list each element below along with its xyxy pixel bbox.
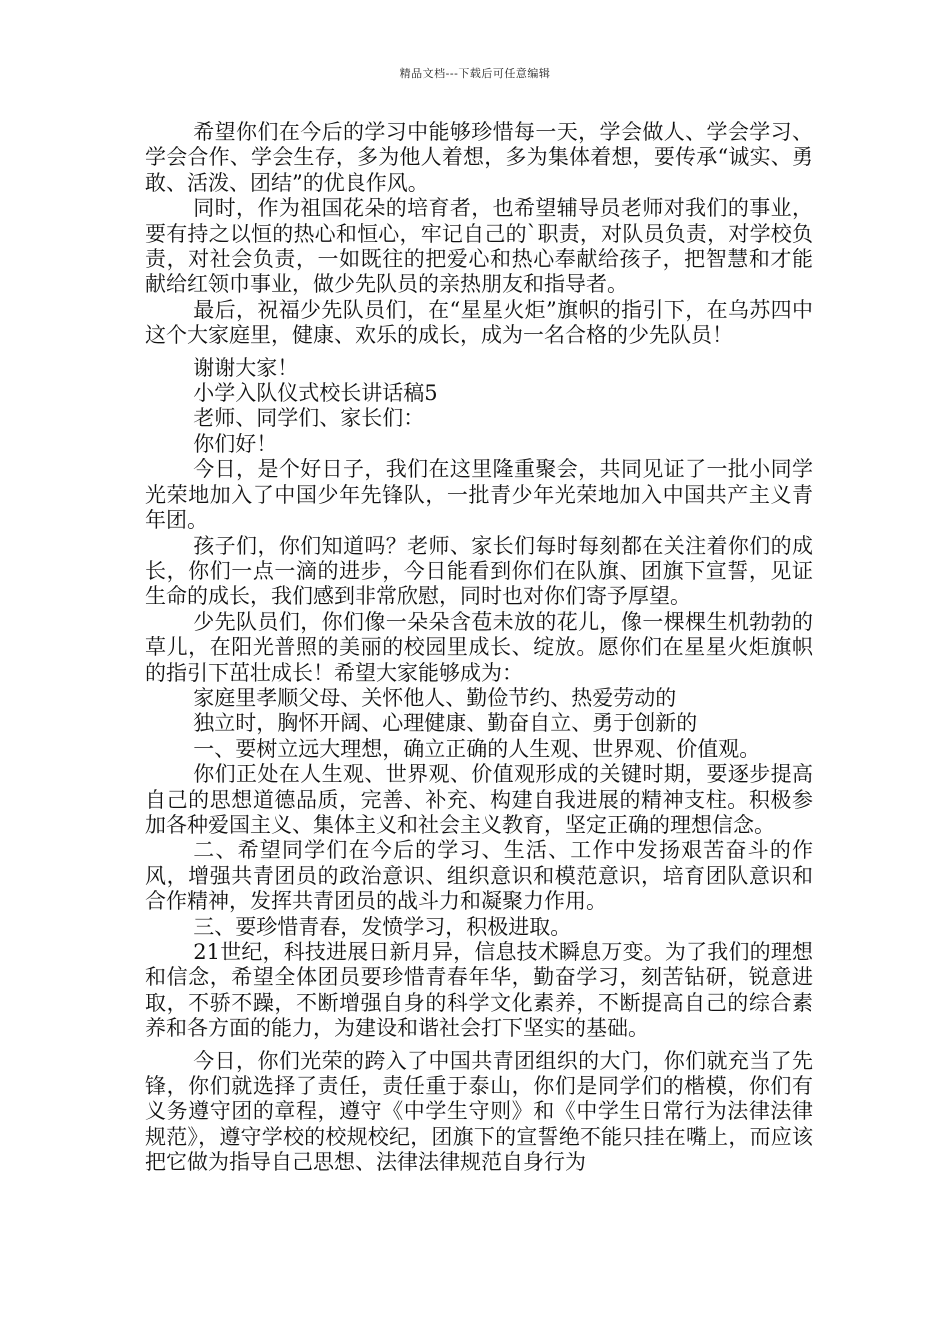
paragraph: 希望你们在今后的学习中能够珍惜每一天，学会做人、学会学习、学会合作、学会生存，多为他人着想，多为集体着想，要传承“诚实、勇敢、活泼、团结”的优良作风。 <box>145 120 813 195</box>
page-header: 精品文档---下载后可任意编辑 <box>399 67 551 80</box>
greeting: 你们好！ <box>193 431 278 456</box>
paragraph: 二、希望同学们在今后的学习、生活、工作中发扬艰苦奋斗的作风，增强共青团员的政治意识、组织意识和模范意识，培育团队意识和合作精神，发挥共青团员的战斗力和凝聚力作用。 <box>145 838 813 914</box>
salutation: 老师、同学们、家长们： <box>193 406 425 431</box>
paragraph: 你们正处在人生观、世界观、价值观形成的关键时期，要逐步提高自己的思想道德品质，完善、补充、构建自我进展的精神支柱。积极参加各种爱国主义、集体主义和社会主义教育，坚定正确的理想信念。 <box>145 762 813 837</box>
paragraph: 最后，祝福少先队员们，在“星星火炬”旗帜的指引下，在乌苏四中这个大家庭里，健康、欢乐的成长，成为一名合格的少先队员！ <box>145 297 813 348</box>
paragraph: 少先队员们，你们像一朵朵含苞未放的花儿，像一棵棵生机勃勃的草儿，在阳光普照的美丽的校园里成长、绽放。愿你们在星星火炬旗帜的指引下茁壮成长！希望大家能够成为： <box>145 609 813 685</box>
paragraph: 今日，是个好日子，我们在这里隆重聚会，共同见证了一批小同学光荣地加入了中国少年先锋队，一批青少年光荣地加入中国共产主义青年团。 <box>145 457 813 533</box>
document-body <box>145 120 813 1176</box>
paragraph: 三、要珍惜青春，发愤学习，积极进取。 <box>193 914 572 939</box>
paragraph: 21世纪，科技进展日新月异，信息技术瞬息万变。为了我们的理想和信念，希望全体团员要珍惜青春年华，勤奋学习，刻苦钻研，锐意进取，不骄不躁，不断增强自身的科学文化素养，不断提高自己的综合素养和各方面的能力，为建设和谐社会打下坚实的基础。 <box>145 940 813 1041</box>
closing-line: 谢谢大家！ <box>193 355 299 380</box>
paragraph: 独立时，胸怀开阔、心理健康、勤奋自立、勇于创新的 <box>193 711 698 736</box>
paragraph: 同时，作为祖国花朵的培育者，也希望辅导员老师对我们的事业，要有持之以恒的热心和恒心，牢记自己的`职责，对队员负责，对学校负责，对社会负责，一如既往的把爱心和热心奉献给孩子，把智慧和才能献给红领巾事业，做少先队员的亲热朋友和指导者。 <box>145 196 813 297</box>
section-title: 小学入队仪式校长讲话稿5 <box>193 381 438 406</box>
paragraph: 孩子们，你们知道吗？老师、家长们每时每刻都在关注着你们的成长，你们一点一滴的进步，今日能看到你们在队旗、团旗下宣誓，见证生命的成长，我们感到非常欣慰，同时也对你们寄予厚望。 <box>145 533 813 609</box>
paragraph: 家庭里孝顺父母、关怀他人、勤俭节约、热爱劳动的 <box>193 685 677 710</box>
paragraph: 今日，你们光荣的跨入了中国共青团组织的大门，你们就充当了先锋，你们就选择了责任，责任重于泰山，你们是同学们的楷模，你们有义务遵守团的章程，遵守《中学生守则》和《中学生日常行为法律法律规范》，遵守学校的校规校纪，团旗下的宣誓绝不能只挂在嘴上，而应该把它做为指导自己思想、法律法律规范自身行为 <box>145 1048 813 1175</box>
paragraph: 一、要树立远大理想，确立正确的人生观、世界观、价值观。 <box>193 736 761 761</box>
